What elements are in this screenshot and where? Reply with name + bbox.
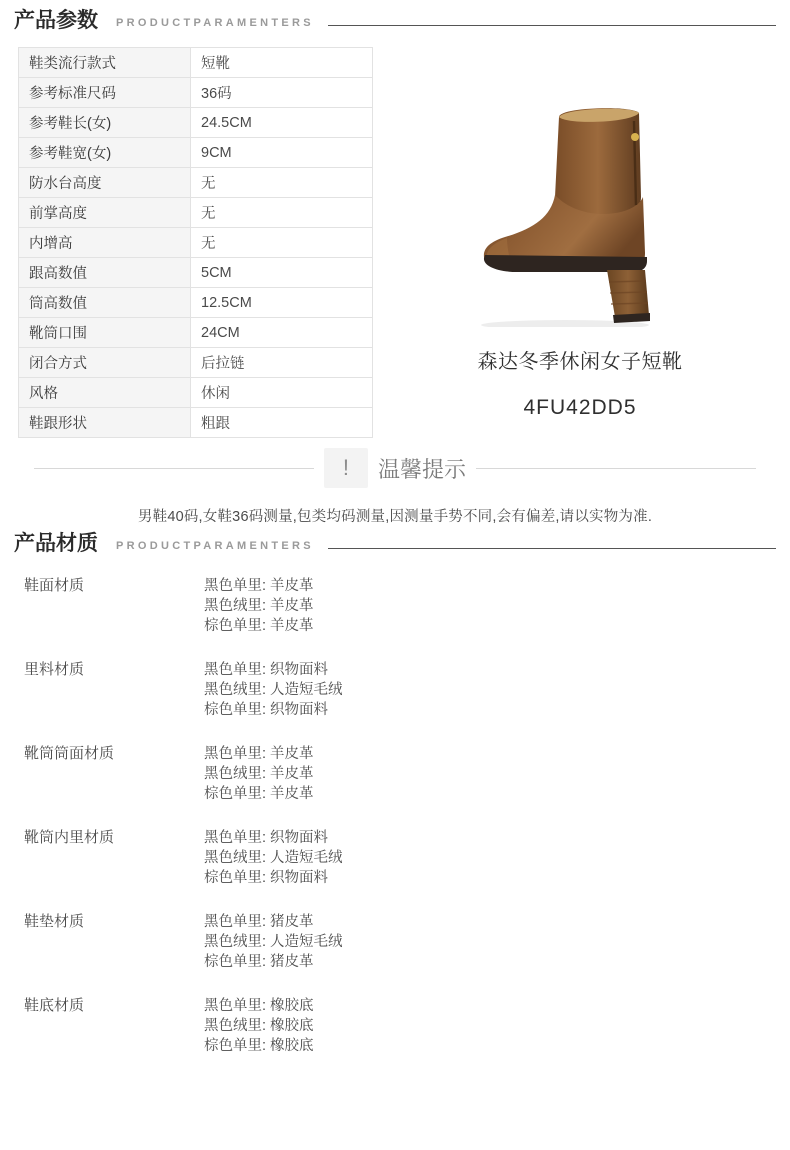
param-value: 休闲 bbox=[191, 378, 373, 408]
product-materials-section bbox=[0, 533, 790, 1080]
product-boot-image bbox=[455, 77, 705, 327]
material-key: 鞋垫材质 bbox=[24, 913, 85, 930]
list-item bbox=[0, 912, 790, 996]
param-value: 后拉链 bbox=[191, 348, 373, 378]
param-key: 参考鞋宽(女) bbox=[19, 138, 191, 168]
table-row bbox=[19, 138, 373, 168]
parameters-table-body bbox=[19, 48, 373, 438]
param-key: 内增高 bbox=[19, 228, 191, 258]
material-value: 黑色绒里: 羊皮革 bbox=[204, 766, 314, 782]
param-value: 无 bbox=[191, 168, 373, 198]
warm-tip-section bbox=[0, 445, 790, 526]
material-value: 黑色绒里: 羊皮革 bbox=[204, 598, 314, 614]
param-key: 跟高数值 bbox=[19, 258, 191, 288]
materials-section-header bbox=[0, 533, 790, 554]
param-value: 24.5CM bbox=[191, 108, 373, 138]
param-value: 无 bbox=[191, 228, 373, 258]
param-value: 36码 bbox=[191, 78, 373, 108]
table-row bbox=[19, 378, 373, 408]
params-section-header bbox=[0, 10, 790, 31]
param-key: 靴筒口围 bbox=[19, 318, 191, 348]
param-key: 闭合方式 bbox=[19, 348, 191, 378]
material-key: 靴筒内里材质 bbox=[24, 829, 115, 846]
params-title-cn: 产品参数 bbox=[14, 9, 98, 32]
param-value: 9CM bbox=[191, 138, 373, 168]
material-value: 黑色单里: 橡胶底 bbox=[204, 998, 314, 1014]
list-item bbox=[0, 660, 790, 744]
material-value: 黑色绒里: 橡胶底 bbox=[204, 1018, 314, 1034]
material-values bbox=[204, 660, 343, 720]
material-value: 黑色单里: 羊皮革 bbox=[204, 578, 314, 594]
material-value: 棕色单里: 猪皮革 bbox=[204, 954, 314, 970]
param-key: 参考鞋长(女) bbox=[19, 108, 191, 138]
table-row bbox=[19, 228, 373, 258]
header-divider bbox=[328, 548, 776, 549]
exclamation-icon: ! bbox=[324, 448, 368, 488]
table-row bbox=[19, 78, 373, 108]
material-value: 棕色单里: 织物面料 bbox=[204, 870, 329, 886]
tip-divider-right bbox=[476, 468, 756, 469]
params-title-en: PRODUCTPARAMENTERS bbox=[116, 17, 314, 29]
param-value: 粗跟 bbox=[191, 408, 373, 438]
param-key: 筒高数值 bbox=[19, 288, 191, 318]
table-row bbox=[19, 108, 373, 138]
tip-text: 男鞋40码,女鞋36码测量,包类均码测量,因测量手势不同,会有偏差,请以实物为准. bbox=[137, 509, 653, 525]
list-item bbox=[0, 744, 790, 828]
table-row bbox=[19, 318, 373, 348]
material-values bbox=[204, 996, 314, 1056]
tip-divider-left bbox=[34, 468, 314, 469]
param-key: 防水台高度 bbox=[19, 168, 191, 198]
product-sku: 4FU42DD5 bbox=[523, 396, 637, 419]
material-value: 黑色单里: 织物面料 bbox=[204, 662, 329, 678]
list-item bbox=[0, 996, 790, 1080]
material-key: 里料材质 bbox=[24, 661, 85, 678]
material-value: 黑色单里: 猪皮革 bbox=[204, 914, 314, 930]
param-value: 24CM bbox=[191, 318, 373, 348]
param-value: 无 bbox=[191, 198, 373, 228]
param-value: 5CM bbox=[191, 258, 373, 288]
params-content bbox=[0, 47, 790, 447]
material-key: 靴筒筒面材质 bbox=[24, 745, 115, 762]
material-values bbox=[204, 744, 314, 804]
material-value: 棕色单里: 织物面料 bbox=[204, 702, 329, 718]
param-key: 鞋跟形状 bbox=[19, 408, 191, 438]
header-divider bbox=[328, 25, 776, 26]
material-values bbox=[204, 912, 343, 972]
material-value: 棕色单里: 羊皮革 bbox=[204, 786, 314, 802]
product-parameters-section bbox=[0, 10, 790, 447]
material-value: 黑色绒里: 人造短毛绒 bbox=[204, 934, 343, 950]
table-row bbox=[19, 288, 373, 318]
material-value: 黑色绒里: 人造短毛绒 bbox=[204, 850, 343, 866]
param-value: 短靴 bbox=[191, 48, 373, 78]
boot-illustration bbox=[455, 77, 705, 327]
table-row bbox=[19, 408, 373, 438]
table-row bbox=[19, 348, 373, 378]
material-values bbox=[204, 828, 343, 888]
param-value: 12.5CM bbox=[191, 288, 373, 318]
table-row bbox=[19, 48, 373, 78]
table-row bbox=[19, 168, 373, 198]
tip-title: 温馨提示 bbox=[377, 456, 466, 482]
material-value: 黑色单里: 羊皮革 bbox=[204, 746, 314, 762]
materials-title-cn: 产品材质 bbox=[14, 532, 98, 555]
param-key: 鞋类流行款式 bbox=[19, 48, 191, 78]
materials-list bbox=[0, 576, 790, 1080]
material-value: 黑色单里: 织物面料 bbox=[204, 830, 329, 846]
table-row bbox=[19, 198, 373, 228]
material-key: 鞋底材质 bbox=[24, 997, 85, 1014]
parameters-table bbox=[18, 47, 373, 438]
tip-header bbox=[0, 445, 790, 491]
list-item bbox=[0, 576, 790, 660]
table-row bbox=[19, 258, 373, 288]
param-key: 参考标准尺码 bbox=[19, 78, 191, 108]
material-values bbox=[204, 576, 314, 636]
materials-title-en: PRODUCTPARAMENTERS bbox=[116, 540, 314, 552]
product-visual bbox=[390, 47, 770, 420]
material-value: 棕色单里: 羊皮革 bbox=[204, 618, 314, 634]
param-key: 前掌高度 bbox=[19, 198, 191, 228]
param-key: 风格 bbox=[19, 378, 191, 408]
material-value: 黑色绒里: 人造短毛绒 bbox=[204, 682, 343, 698]
list-item bbox=[0, 828, 790, 912]
product-caption: 森达冬季休闲女子短靴 bbox=[477, 351, 683, 373]
material-key: 鞋面材质 bbox=[24, 577, 85, 594]
material-value: 棕色单里: 橡胶底 bbox=[204, 1038, 314, 1054]
